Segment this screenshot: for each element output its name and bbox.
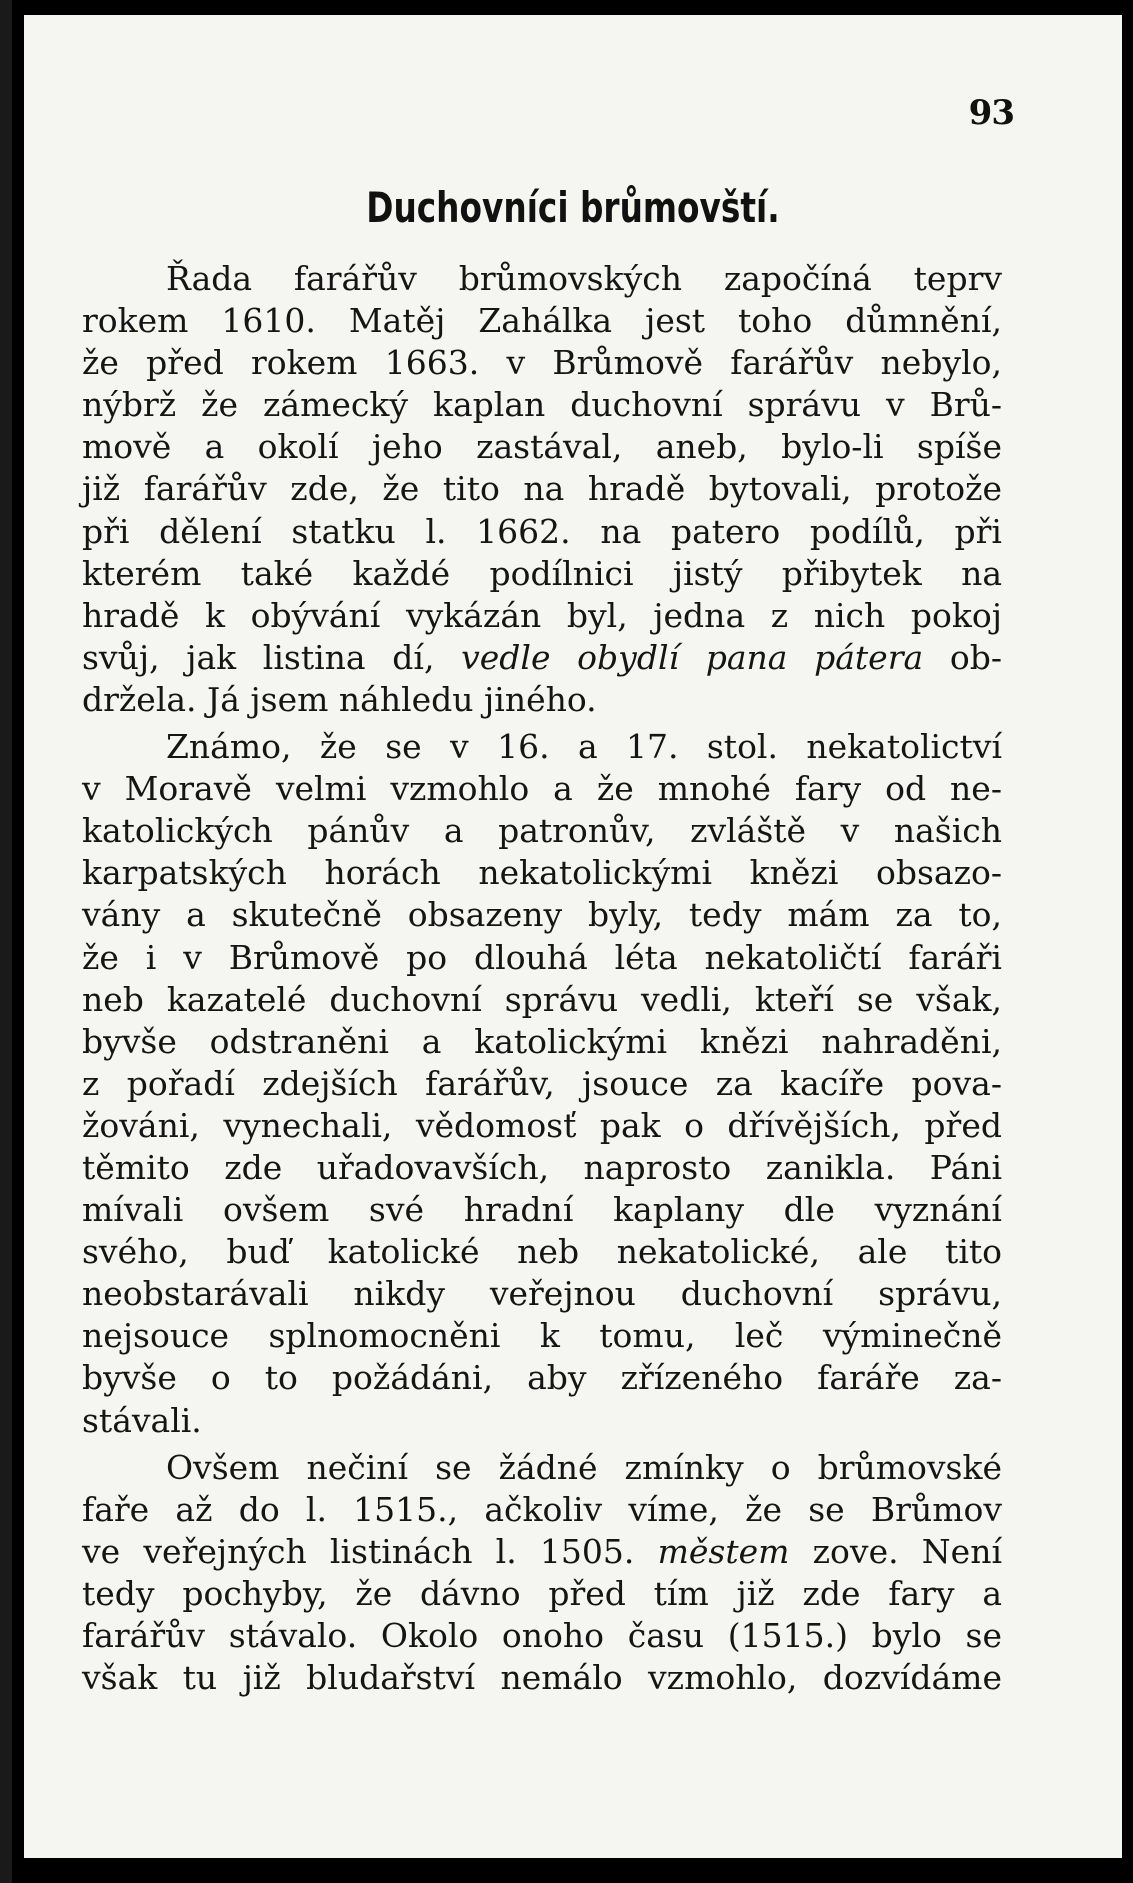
text-line: těmito zde uřadovavších, naprosto zanikla. Páni — [82, 1147, 1002, 1187]
text-line: již farářův zde, že tito na hradě bytovali, protože — [82, 469, 1002, 509]
text-line: katolických pánův a patronův, zvláště v našich — [82, 811, 1002, 851]
italic-word: městem — [657, 1531, 790, 1571]
text-line: Známo, že se v 16. a 17. stol. nekatolictví — [166, 727, 1002, 767]
text-line: karpatských horách nekatolickými knězi obsazo- — [82, 853, 1002, 893]
text-line: hradě k obývání vykázán byl, jedna z nich pokoj — [82, 595, 1002, 635]
chapter-heading: Duchovníci brůmovští. — [366, 183, 780, 232]
text-line: faře až do l. 1515., ačkoliv víme, že se Brůmov — [82, 1489, 1002, 1529]
text-line: žováni, vynechali, vědomosť pak o dřívějších, před — [82, 1105, 1002, 1145]
text-line: v Moravě velmi vzmohlo a že mnohé fary od ne- — [82, 769, 1002, 809]
text-segment: ob- — [949, 637, 1003, 677]
page-edge-shadow — [0, 0, 12, 1883]
text-line: držela. Já jsem náhledu jiného. — [82, 679, 597, 719]
text-line: neb kazatelé duchovní správu vedli, kteří se však, — [82, 979, 1002, 1019]
text-line: Ovšem nečiní se žádné zmínky o brůmovské — [166, 1447, 1002, 1487]
text-line: rokem 1610. Matěj Zahálka jest toho důmnění, — [82, 301, 1002, 341]
text-segment: svůj, jak listina dí, — [82, 637, 435, 677]
italic-quote: vedle obydlí pana pátera — [461, 637, 924, 677]
text-line: vány a skutečně obsazeny byly, tedy mám za to, — [82, 895, 1002, 935]
text-line: tedy pochyby, že dávno před tím již zde fary a — [82, 1573, 1002, 1613]
book-page — [24, 15, 1122, 1858]
text-line: svého, buď katolické neb nekatolické, ale tito — [82, 1232, 1002, 1272]
page-number: 93 — [968, 93, 1014, 133]
text-line: byvše o to požádáni, aby zřízeného faráře za- — [82, 1358, 1002, 1398]
body-text — [82, 258, 1002, 1699]
text-line: z pořadí zdejších farářův, jsouce za kacíře pova- — [82, 1063, 1002, 1103]
text-line: stávali. — [82, 1400, 202, 1440]
text-line: však tu již bludařství nemálo vzmohlo, dozvídáme — [82, 1658, 1002, 1698]
text-line: nejsouce splnomocněni k tomu, leč výminečně — [82, 1316, 1002, 1356]
text-line: že i v Brůmově po dlouhá léta nekatoličtí faráři — [82, 937, 1002, 977]
text-segment: ve veřejných listinách l. 1505. — [82, 1531, 635, 1571]
text-line: kterém také každé podílnici jistý přibytek na — [82, 553, 1002, 593]
text-line: mívali ovšem své hradní kaplany dle vyznání — [82, 1190, 1002, 1230]
text-line: mově a okolí jeho zastával, aneb, bylo-li spíše — [82, 427, 1002, 467]
text-line: při dělení statku l. 1662. na patero podílů, při — [82, 511, 1002, 551]
text-segment: zove. Není — [812, 1531, 1003, 1571]
text-line: neobstarávali nikdy veřejnou duchovní správu, — [82, 1274, 1002, 1314]
text-line-with-italic — [82, 637, 1002, 679]
text-line: že před rokem 1663. v Brůmově farářův nebylo, — [82, 343, 1002, 383]
text-line: byvše odstraněni a katolickými knězi nahraděni, — [82, 1021, 1002, 1061]
text-line: nýbrž že zámecký kaplan duchovní správu v Brů- — [82, 385, 1002, 425]
text-line: farářův stávalo. Okolo onoho času (1515.) bylo se — [82, 1616, 1002, 1655]
text-line-with-italic — [82, 1531, 1002, 1573]
text-line: Řada farářův brůmovských započíná teprv — [166, 259, 1002, 298]
